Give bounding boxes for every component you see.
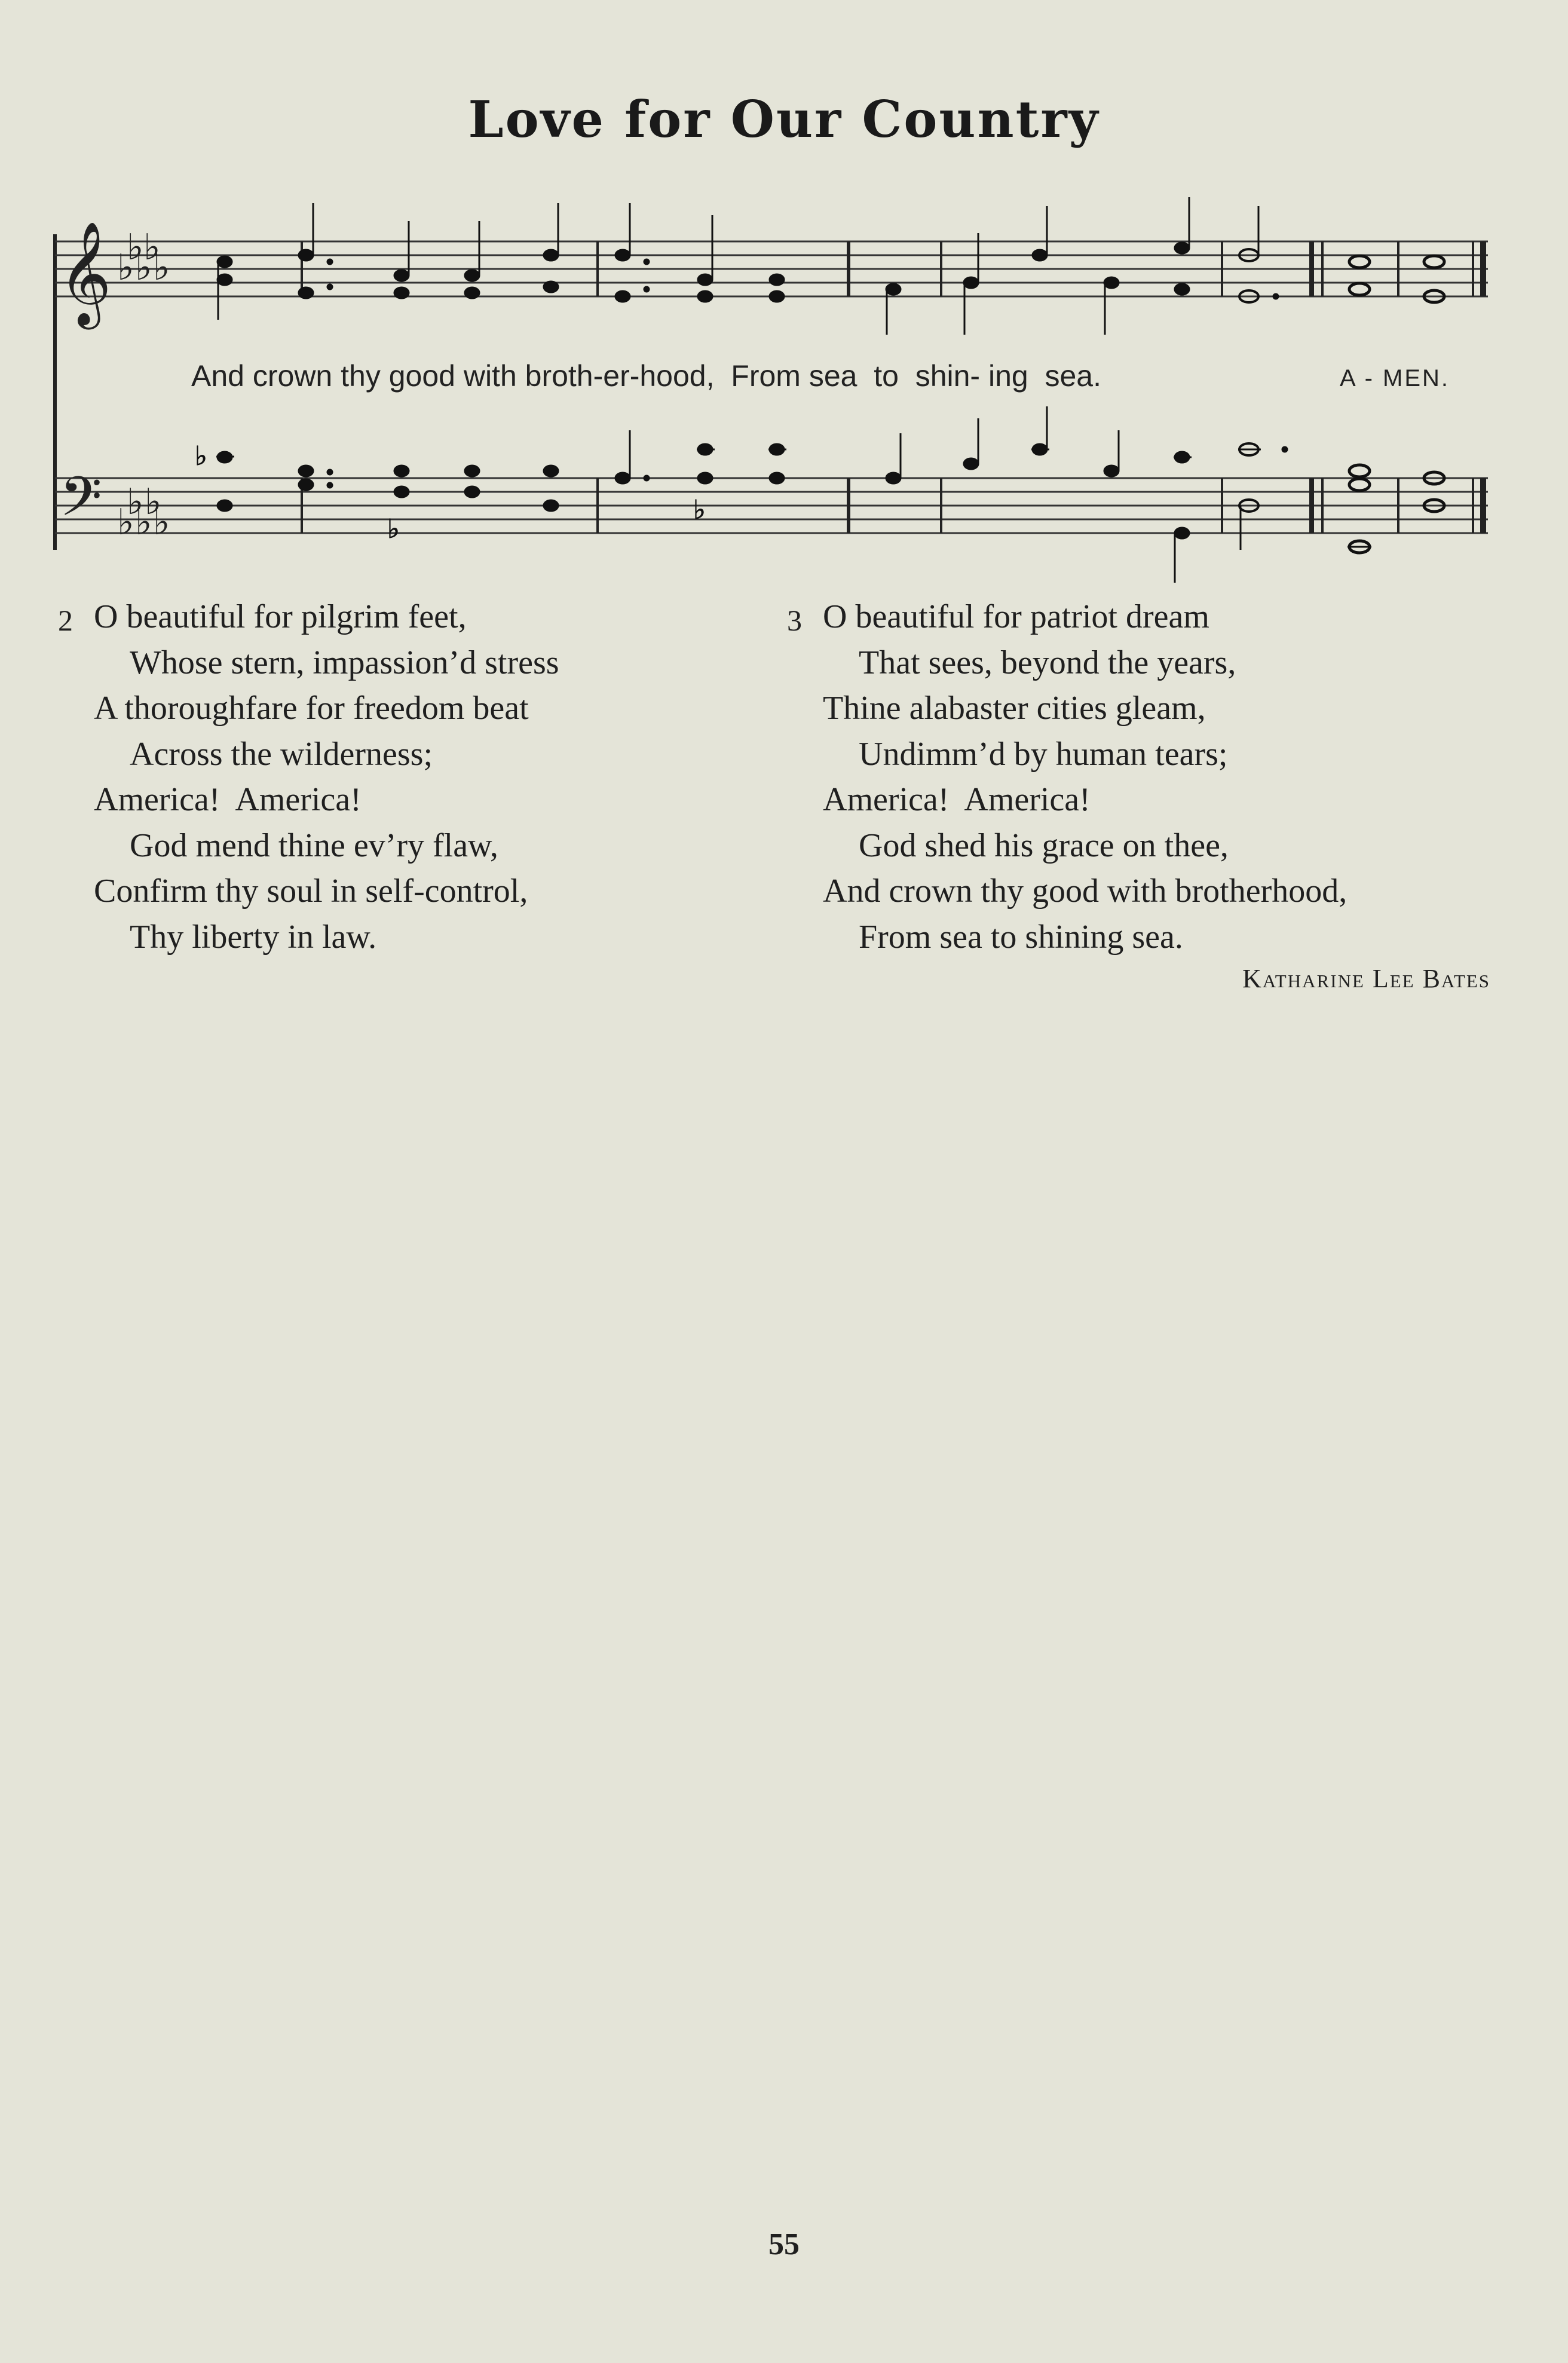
music-lyric-text: And crown thy good with broth-er-hood, From sea to shin- ing sea. (191, 359, 1101, 393)
svg-text:♭: ♭ (127, 481, 144, 523)
note (394, 486, 409, 498)
stanza-line: Confirm thy soul in self-control, (94, 873, 528, 910)
author-credit: Katharine Lee Bates (1242, 964, 1490, 993)
note (1032, 249, 1048, 261)
svg-text:♭: ♭ (143, 226, 161, 268)
note (394, 270, 409, 281)
stanza-line: A thoroughfare for freedom beat (94, 690, 529, 727)
svg-text:♭: ♭ (387, 514, 400, 544)
note (394, 287, 409, 299)
note (394, 465, 409, 477)
stanza-line: Thy liberty in law. (130, 918, 377, 956)
treble-clef (59, 221, 112, 330)
note (769, 472, 785, 484)
note (615, 290, 630, 302)
stanza-line: O beautiful for patriot dream (823, 598, 1209, 635)
svg-text:♭: ♭ (195, 441, 207, 472)
treble-staff (55, 241, 1488, 296)
note (615, 472, 630, 484)
stanza-3 (787, 594, 1348, 960)
svg-text:♭: ♭ (153, 247, 170, 289)
svg-text:♭: ♭ (127, 226, 144, 268)
stanza-number: 3 (787, 604, 802, 637)
stanza-number: 2 (58, 604, 73, 637)
note (769, 274, 785, 286)
amen-lyric (1340, 359, 1450, 393)
svg-text:♭: ♭ (153, 501, 170, 543)
note (298, 249, 314, 261)
note (963, 277, 979, 289)
note (1104, 277, 1119, 289)
stanza-2 (58, 594, 559, 960)
note (1174, 283, 1190, 295)
stanza-line: From sea to shining sea. (859, 918, 1183, 956)
note (298, 465, 314, 477)
svg-text:♭: ♭ (145, 481, 162, 523)
note (298, 479, 314, 491)
note (1349, 256, 1370, 268)
svg-text:𝄞: 𝄞 (59, 221, 112, 325)
stanza-line: God mend thine ev’ry flaw, (130, 827, 498, 864)
stanza-line: Across the wilderness; (130, 735, 433, 773)
music-lyric-line (191, 359, 1101, 393)
treble-key-signature (117, 226, 170, 289)
amen-text: A - MEN. (1340, 365, 1450, 391)
svg-text:♭: ♭ (135, 501, 152, 543)
page-number: 55 (768, 2227, 800, 2261)
note (1424, 256, 1444, 268)
note (543, 465, 559, 477)
music-score (0, 0, 1568, 598)
svg-text:♭: ♭ (693, 495, 706, 525)
hymn-title: Love for Our Country (468, 90, 1100, 149)
stanza-line: That sees, beyond the years, (859, 644, 1236, 681)
note (615, 249, 630, 261)
note (697, 472, 713, 484)
note (217, 500, 232, 512)
treble-notes (217, 197, 1444, 335)
note (1174, 242, 1190, 254)
note (1174, 527, 1190, 539)
stanza-line: America! America! (94, 781, 362, 818)
stanza-line: God shed his grace on thee, (859, 827, 1229, 864)
note (464, 270, 480, 281)
stanza-line: O beautiful for pilgrim feet, (94, 598, 467, 635)
note (697, 274, 713, 286)
note (543, 281, 559, 293)
stanza-line: Undimm’d by human tears; (859, 735, 1228, 773)
note (1349, 283, 1370, 295)
svg-text:𝄢: 𝄢 (60, 465, 102, 541)
note (1349, 465, 1370, 477)
svg-text:♭: ♭ (117, 501, 134, 543)
bass-staff (55, 478, 1488, 533)
stanza-line: America! America! (823, 781, 1091, 818)
bass-clef (60, 465, 102, 541)
note (217, 274, 232, 286)
svg-text:♭: ♭ (117, 247, 134, 289)
note (217, 256, 232, 268)
note (464, 486, 480, 498)
note (1104, 465, 1119, 477)
note (963, 458, 979, 470)
note (464, 465, 480, 477)
note (464, 287, 480, 299)
note (1349, 479, 1370, 491)
stanza-line: Thine alabaster cities gleam, (823, 690, 1206, 727)
bass-notes (195, 406, 1444, 583)
note (769, 290, 785, 302)
note (298, 287, 314, 299)
stanza-line: And crown thy good with brotherhood, (823, 873, 1348, 910)
note (697, 290, 713, 302)
bass-key-signature (117, 481, 170, 543)
note (543, 500, 559, 512)
note (886, 283, 901, 295)
stanza-line: Whose stern, impassion’d stress (130, 644, 559, 681)
svg-text:♭: ♭ (135, 247, 152, 289)
note (543, 249, 559, 261)
note (886, 472, 901, 484)
